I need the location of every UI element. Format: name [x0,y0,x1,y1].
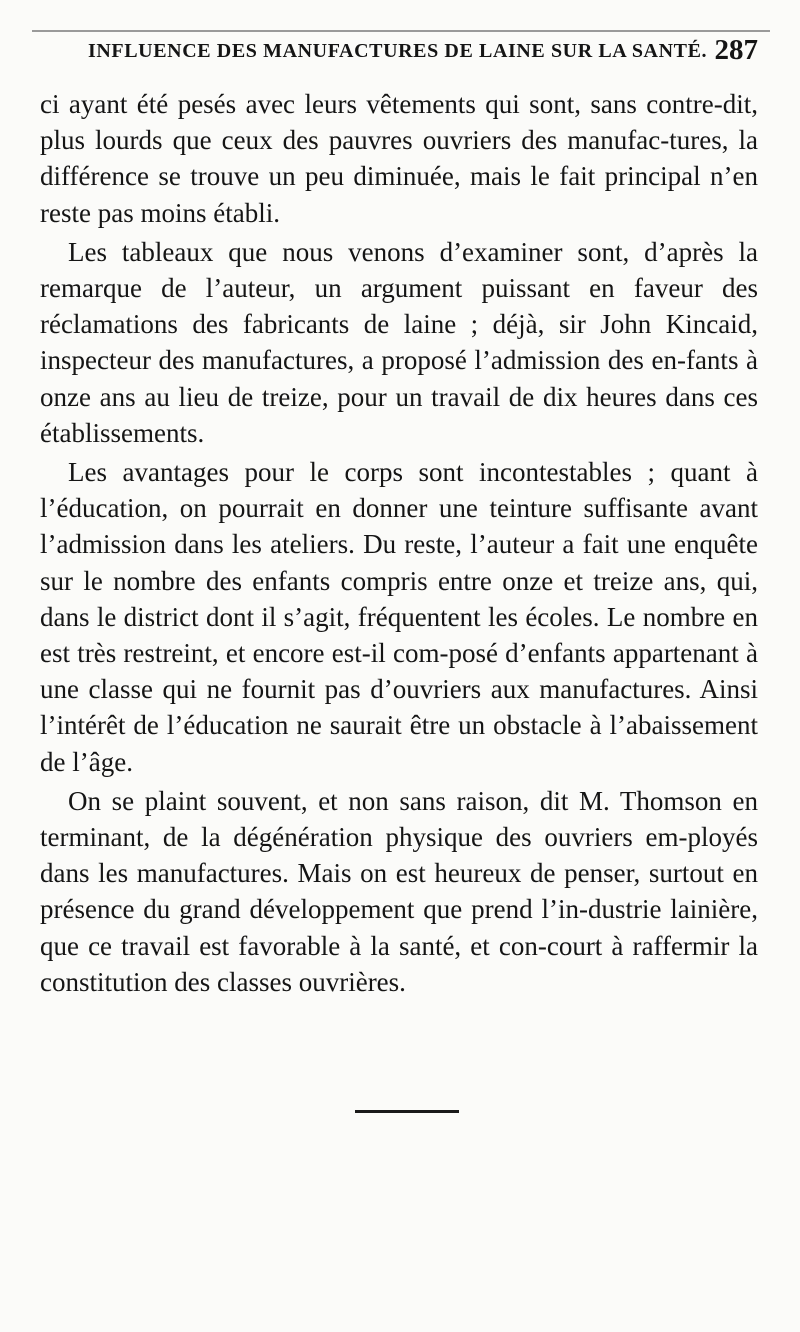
paragraph-2: Les tableaux que nous venons d’examiner sont, d’après la remarque de l’auteur, un argument puissant en faveur des réclamations des fabricants de laine ; déjà, sir John Kincaid, inspecteur des manufactures, a proposé l’admission des en-fants à onze ans au lieu de treize, pour un travail de dix heures dans ces établissements. [40,236,758,448]
paragraph-4: On se plaint souvent, et non sans raison, dit M. Thomson en terminant, de la dégénération physique des ouvriers em-ployés dans les manufactures. Mais on est heureux de penser, surtout en présence du grand développement que prend l’in-dustrie lainière, que ce travail est favorable à la santé, et con-court à raffermir la constitution des classes ouvrières. [40,785,758,997]
running-title: INFLUENCE DES MANUFACTURES DE LAINE SUR LA SANTÉ. [88,40,708,62]
text-body [40,86,758,1003]
paragraph-1: ci ayant été pesés avec leurs vêtements qui sont, sans contre-dit, plus lourds que ceux des pauvres ouvriers des manufac-tures, la différence se trouve un peu diminuée, mais le fait principal n’en reste pas moins établi. [40,89,758,228]
paragraph-3: Les avantages pour le corps sont incontestables ; quant à l’éducation, on pourrait en donner une teinture suffisante avant l’admission dans les ateliers. Du reste, l’auteur a fait une enquête sur le nombre des enfants compris entre onze et treize ans, qui, dans le district dont il s’agit, fréquentent les écoles. Le nombre en est très restreint, et encore est-il com-posé d’enfants appartenant à une classe qui ne fournit pas d’ouvriers aux manufactures. Ainsi l’intérêt de l’éducation ne saurait être un obstacle à l’abaissement de l’âge. [40,457,758,777]
closing-rule [355,1110,459,1113]
running-head [88,36,758,72]
top-rule [32,30,770,32]
page-number: 287 [714,34,758,66]
